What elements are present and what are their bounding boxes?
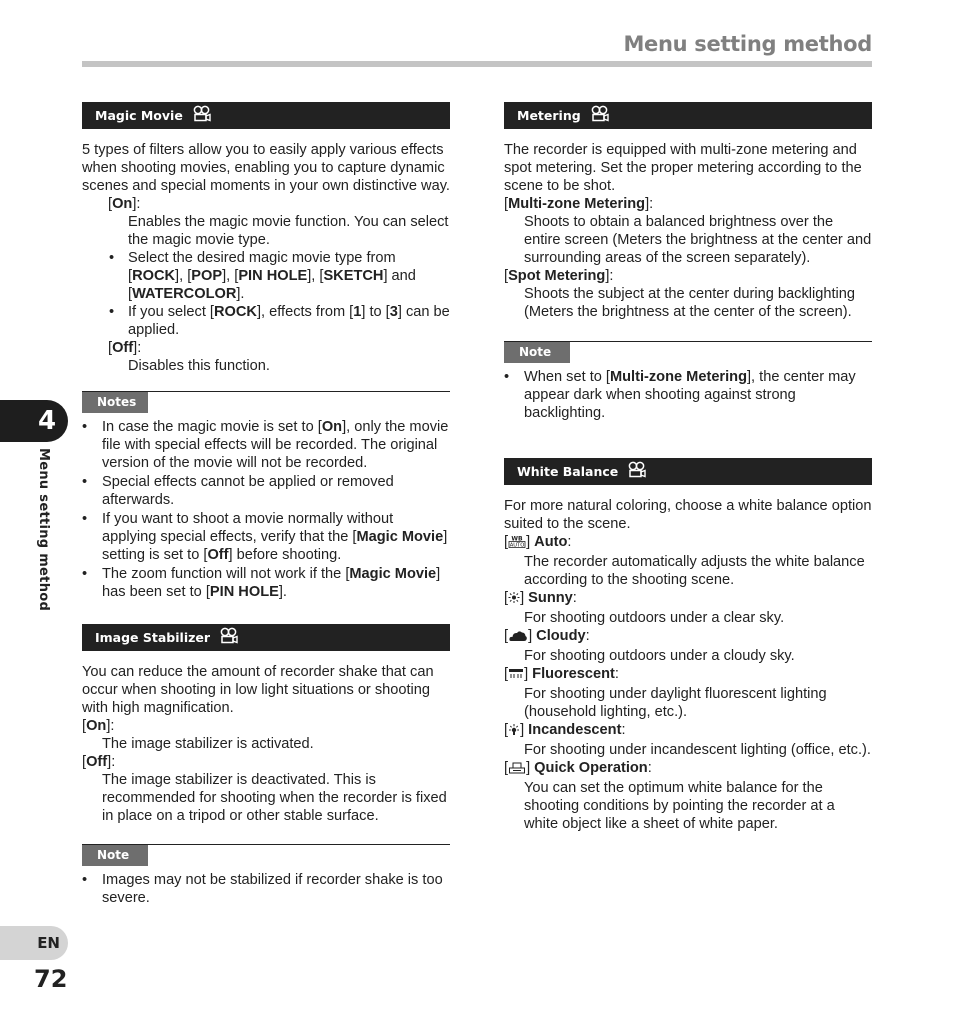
quick-operation-icon (508, 761, 526, 779)
magic-movie-type-list (82, 249, 450, 339)
fluorescent-icon (508, 667, 524, 685)
movie-camera-icon (627, 461, 647, 483)
chapter-tab: 4 (0, 400, 68, 442)
list-item: • In case the magic movie is set to [On], only the movie file with special effects will be recorded. The original version of the movie will not be recorded. (82, 418, 450, 472)
svg-text:WB: WB (511, 535, 523, 543)
left-column (82, 102, 450, 907)
movie-camera-icon (590, 105, 610, 127)
note-header (504, 341, 872, 362)
svg-text:AUTO: AUTO (509, 542, 525, 548)
note-header (82, 844, 450, 865)
list-item: • Images may not be stabilized if recorder shake is too severe. (82, 871, 450, 907)
section-heading-label: Magic Movie (95, 107, 183, 123)
wb-option-quick-operation-desc: You can set the optimum white balance for the shooting conditions by pointing the recorder at a white object like a sheet of white paper. (524, 780, 835, 832)
list-item: • The zoom function will not work if the [Magic Movie] has been set to [PIN HOLE]. (82, 565, 450, 601)
notes-list (82, 418, 450, 601)
movie-camera-icon (219, 627, 239, 649)
notes-header (82, 391, 450, 412)
wb-auto-icon (508, 535, 526, 553)
option-on-desc: The image stabilizer is activated. (102, 736, 314, 752)
option-off: [Off]: (108, 340, 142, 356)
section-heading-label: Image Stabilizer (95, 629, 211, 645)
option-off: [Off]: (82, 754, 116, 770)
list-item: • Special effects cannot be applied or removed afterwards. (82, 473, 450, 509)
language-tab: EN (0, 926, 68, 960)
option-on-desc: Enables the magic movie function. You can select the magic movie type. (128, 214, 449, 248)
option-off-desc: Disables this function. (128, 358, 270, 374)
option-on: [On]: (108, 196, 141, 212)
movie-camera-icon (192, 105, 212, 127)
section-heading-white-balance (504, 458, 872, 485)
incandescent-icon (508, 723, 520, 741)
note-list (82, 871, 450, 907)
wb-option-incandescent: [ ] Incandescent: (504, 721, 872, 741)
option-spot-desc: Shoots the subject at the center during backlighting (Meters the brightness at the center of the screen). (524, 286, 856, 320)
option-on: [On]: (82, 718, 115, 734)
option-multi-zone-desc: Shoots to obtain a balanced brightness over the entire screen (Meters the brightness at the center and surrounding areas of the screen separately). (524, 214, 872, 266)
note-label: Note (504, 342, 570, 363)
cloud-icon (508, 629, 528, 647)
note-label: Note (82, 845, 148, 866)
metering-intro: The recorder is equipped with multi-zone metering and spot metering. Set the proper metering according to the scene to be shot. (504, 142, 862, 194)
wb-option-cloudy-desc: For shooting outdoors under a cloudy sky. (524, 648, 795, 664)
list-item: • If you want to shoot a movie normally without applying special effects, verify that the [Magic Movie] setting is set to [Off] before shooting. (82, 510, 450, 564)
option-multi-zone: [Multi-zone Metering]: (504, 196, 654, 212)
white-balance-intro: For more natural coloring, choose a white balance option suited to the scene. (504, 498, 872, 532)
wb-option-auto-desc: The recorder automatically adjusts the white balance according to the shooting scene. (524, 554, 865, 588)
wb-option-sunny-desc: For shooting outdoors under a clear sky. (524, 610, 785, 626)
section-heading-image-stabilizer (82, 624, 450, 651)
wb-option-cloudy: [ ] Cloudy: (504, 627, 872, 647)
sun-icon (508, 591, 520, 609)
stabilizer-intro: You can reduce the amount of recorder shake that can occur when shooting in low light situations or shooting with high magnification. (82, 664, 434, 716)
list-item: • Select the desired magic movie type from [ROCK], [POP], [PIN HOLE], [SKETCH] and [WATERCOLOR]. (82, 249, 450, 303)
list-item: • When set to [Multi-zone Metering], the center may appear dark when shooting against strong backlighting. (504, 368, 872, 422)
title-rule (82, 61, 872, 67)
note-list (504, 368, 872, 422)
wb-option-fluorescent: [ ] Fluorescent: (504, 665, 872, 685)
wb-option-quick-operation: [ ] Quick Operation: (504, 759, 872, 779)
wb-option-incandescent-desc: For shooting under incandescent lighting (office, etc.). (524, 742, 871, 758)
notes-label: Notes (82, 392, 148, 413)
option-spot: [Spot Metering]: (504, 268, 614, 284)
list-item: • If you select [ROCK], effects from [1] to [3] can be applied. (82, 303, 450, 339)
page-number: 72 (34, 965, 68, 993)
section-heading-label: White Balance (517, 463, 619, 479)
right-column (504, 102, 872, 833)
wb-option-auto: [ WB AUTO ] Auto: (504, 533, 872, 553)
wb-option-fluorescent-desc: For shooting under daylight fluorescent lighting (household lighting, etc.). (524, 686, 827, 720)
wb-option-sunny: [ ] Sunny: (504, 589, 872, 609)
section-heading-metering (504, 102, 872, 129)
option-off-desc: The image stabilizer is deactivated. This is recommended for shooting when the recorder is fixed in place on a tripod or other stable surface. (102, 772, 447, 824)
chapter-label: Menu setting method (36, 448, 51, 612)
magic-movie-intro: 5 types of filters allow you to easily apply various effects when shooting movies, enabling you to capture dynamic scenes and special moments in your own distinctive way. (82, 142, 450, 194)
page-title: Menu setting method (623, 32, 872, 56)
section-heading-label: Metering (517, 107, 581, 123)
section-heading-magic-movie (82, 102, 450, 129)
